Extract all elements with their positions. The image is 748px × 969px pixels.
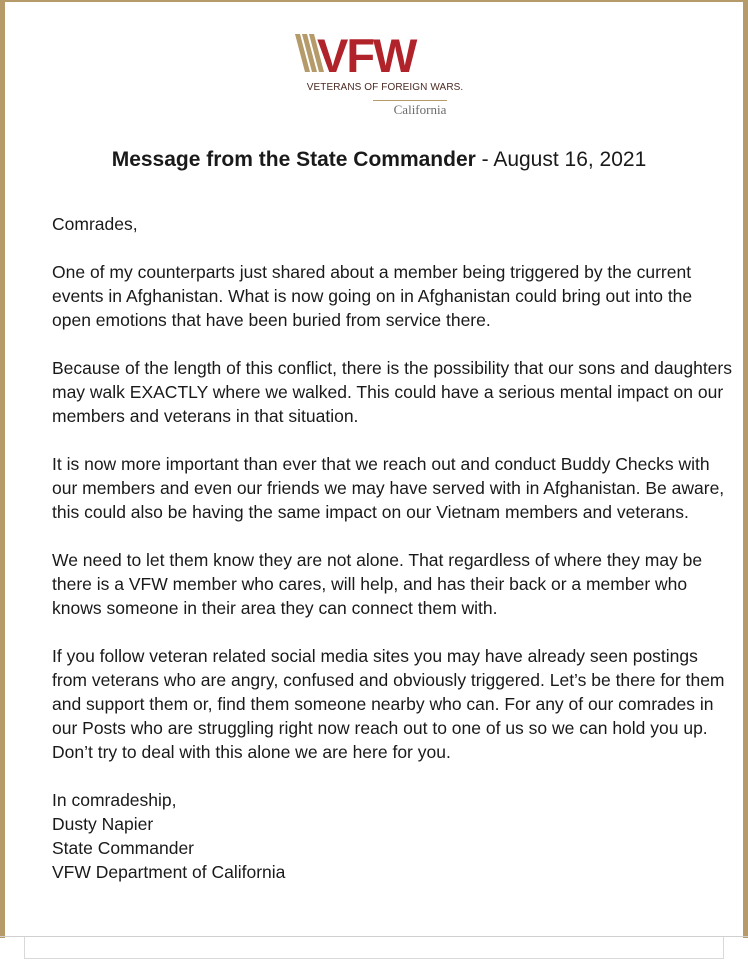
paragraph: If you follow veteran related social media sites you may have already seen postings from veterans who are angry, confused and obviously triggered. Let’s be there for them and support them or, find them someone nearby who can. For any of our comrades in our Posts who are struggling right now reach out to one of us so we can hold you up. Don’t try to deal with this alone we are here for you. bbox=[52, 646, 725, 762]
paragraph: Because of the length of this conflict, there is the possibility that our sons and daughters may walk EXACTLY where we walked. This could have a serious mental impact on our members and veterans in that situation. bbox=[52, 358, 732, 426]
signature-org: VFW Department of California bbox=[52, 862, 286, 882]
title-bold: Message from the State Commander bbox=[111, 148, 476, 171]
paragraph: We need to let them know they are not alone. That regardless of where they may be there is a VFW member who cares, will help, and has their back or a member who knows someone in their area they can connect them with. bbox=[52, 550, 703, 618]
paragraph: One of my counterparts just shared about a member being triggered by the current events in Afghanistan. What is now going on in Afghanistan could bring out into the open emotions that have been buried from service there. bbox=[52, 262, 693, 330]
greeting: Comrades, bbox=[52, 214, 138, 234]
org-tagline: VETERANS OF FOREIGN WARS. bbox=[306, 82, 464, 93]
paragraph: It is now more important than ever that we reach out and conduct Buddy Checks with our members and even our friends we may have served with in Afghanistan. Be aware, this could also be having the same impact on our Vietnam members and veterans. bbox=[52, 454, 725, 522]
signature-name: Dusty Napier bbox=[52, 814, 154, 834]
signature-closing: In comradeship, bbox=[52, 790, 177, 810]
letter-body bbox=[52, 212, 732, 884]
bottom-strip bbox=[24, 937, 724, 959]
vfw-logo-mark bbox=[295, 32, 470, 82]
signature-title: State Commander bbox=[52, 838, 195, 858]
page-title bbox=[5, 148, 748, 172]
letterhead-divider bbox=[373, 100, 447, 101]
state-name: California bbox=[393, 102, 447, 117]
title-date: - August 16, 2021 bbox=[475, 148, 647, 171]
logo-letters: VFW bbox=[317, 32, 416, 82]
